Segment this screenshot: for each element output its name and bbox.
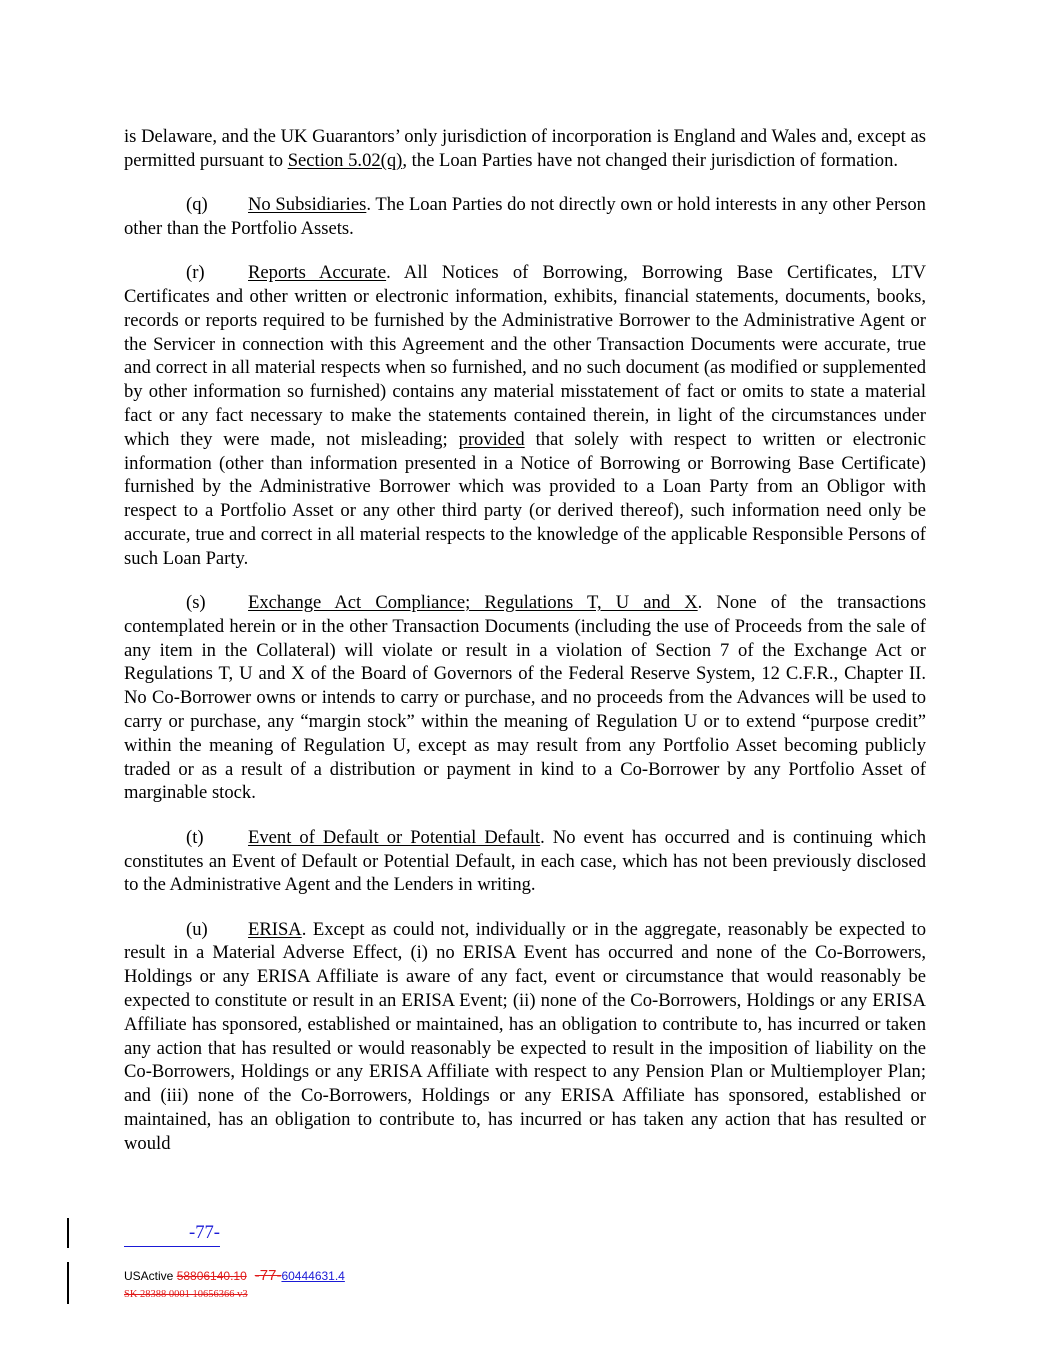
section-heading: ERISA — [248, 918, 302, 940]
section-r — [124, 261, 926, 570]
inserted-doc-id: 60444631.4 — [281, 1269, 345, 1283]
section-body: . Except as could not, individually or in the aggregate, reasonably be expected to result in a Material Adverse Effect, (i) no ERISA Event has occurred and none of the Co-Borrowers, Holdings or any ERISA Affiliate is aware of any fact, event or circumstance that would reasonably be expected to constitute or result in an ERISA Event; (ii) none of the Co-Borrowers, Holdings or any ERISA Affiliate has sponsored, established or maintained, has an obligation to contribute to, has incurred or taken any action that has resulted or would reasonably be expected to result in the imposition of liability on the Co-Borrowers, Holdings or any ERISA Affiliate with respect to any Pension Plan or Multiemployer Plan; and (iii) none of the Co-Borrowers, Holdings or any ERISA Affiliate has sponsored, established or maintained, has an obligation to contribute to, has incurred or has taken any action that has resulted or would — [124, 918, 926, 1154]
section-reference-link: Section 5.02(q) — [287, 149, 403, 171]
change-bar — [67, 1218, 69, 1248]
section-body: . No event has occurred and is continuing which constitutes an Event of Default or Potential Default, in each case, which has not been previously disclosed to the Administrative Agent and the Lenders in writing. — [124, 826, 927, 896]
change-bar — [67, 1262, 69, 1304]
section-heading: Event of Default or Potential Default — [248, 826, 541, 848]
section-heading: Exchange Act Compliance; Regulations T, U and X — [248, 592, 698, 614]
section-t — [124, 826, 926, 897]
section-label: (r) — [186, 262, 205, 284]
section-label: (u) — [186, 918, 208, 940]
intro-paragraph — [124, 125, 926, 173]
section-heading: No Subsidiaries — [248, 194, 367, 216]
section-label: (t) — [186, 826, 204, 848]
document-page — [124, 125, 926, 1156]
intro-text: is Delaware, and the UK Guarantors’ only jurisdiction of incorporation is England and Wales and, except as permitted pursuant to — [124, 126, 926, 171]
section-body: . The Loan Parties do not directly own or hold interests in any other Person other than the Portfolio Assets. — [124, 194, 926, 239]
provided-term: provided — [458, 428, 525, 450]
section-s — [124, 591, 926, 805]
doc-prefix: USActive — [124, 1269, 177, 1283]
page-number: -77- — [124, 1220, 220, 1247]
section-label: (q) — [186, 194, 208, 216]
section-body-continued: that solely with respect to written or electronic information (other than information presented in a Notice of Borrowing or Borrowing Base Certificate) furnished by the Administrative Borrower which was provided to a Loan Party from an Obligor with respect to a Portfolio Asset or any other third party (or derived thereof), such information need only be accurate, true and correct in all material respects to the knowledge of the applicable Responsible Persons of such Loan Party. — [124, 428, 926, 569]
intro-text-end: , the Loan Parties have not changed their jurisdiction of formation. — [402, 149, 899, 171]
deleted-doc-id: 58806140.10 — [176, 1269, 247, 1283]
section-q — [124, 193, 926, 241]
deleted-page-number: -77- — [254, 1267, 282, 1284]
document-id-footer — [124, 1267, 345, 1284]
section-body: . None of the transactions contemplated herein or in the other Transaction Documents (including the use of Proceeds from the sale of any item in the Collateral) will violate or result in a violation of Section 7 of the Exchange Act or Regulations T, U and X of the Board of Governors of the Federal Reserve System, 12 C.F.R., Chapter II. No Co-Borrower owns or intends to carry or purchase, and no proceeds from the Advances will be used to carry or purchase, any “margin stock” within the meaning of Regulation U or to extend “purpose credit” within the meaning of Regulation U, except as may result from any Portfolio Asset becoming publicly traded or as a result of a distribution or payment in kind to a Co-Borrower by any Portfolio Asset of marginable stock. — [124, 592, 926, 804]
section-heading: Reports Accurate — [248, 262, 387, 284]
section-body: . All Notices of Borrowing, Borrowing Base Certificates, LTV Certificates and other written or electronic information, exhibits, financial statements, documents, books, records or reports required to be furnished by the Administrative Borrower to the Administrative Agent or the Servicer in connection with this Agreement and the other Transaction Documents were accurate, true and correct in all material respects when so furnished, and no such document (as modified or supplemented by other information so furnished) contains any material misstatement of fact or omits to state a material fact or any fact necessary to make the statements contained therein, in light of the circumstances under which they were made, not misleading; — [124, 262, 926, 450]
deleted-reference: SK 28388 0001 10656366 v3 — [124, 1289, 248, 1300]
section-label: (s) — [186, 592, 206, 614]
section-u — [124, 918, 926, 1156]
